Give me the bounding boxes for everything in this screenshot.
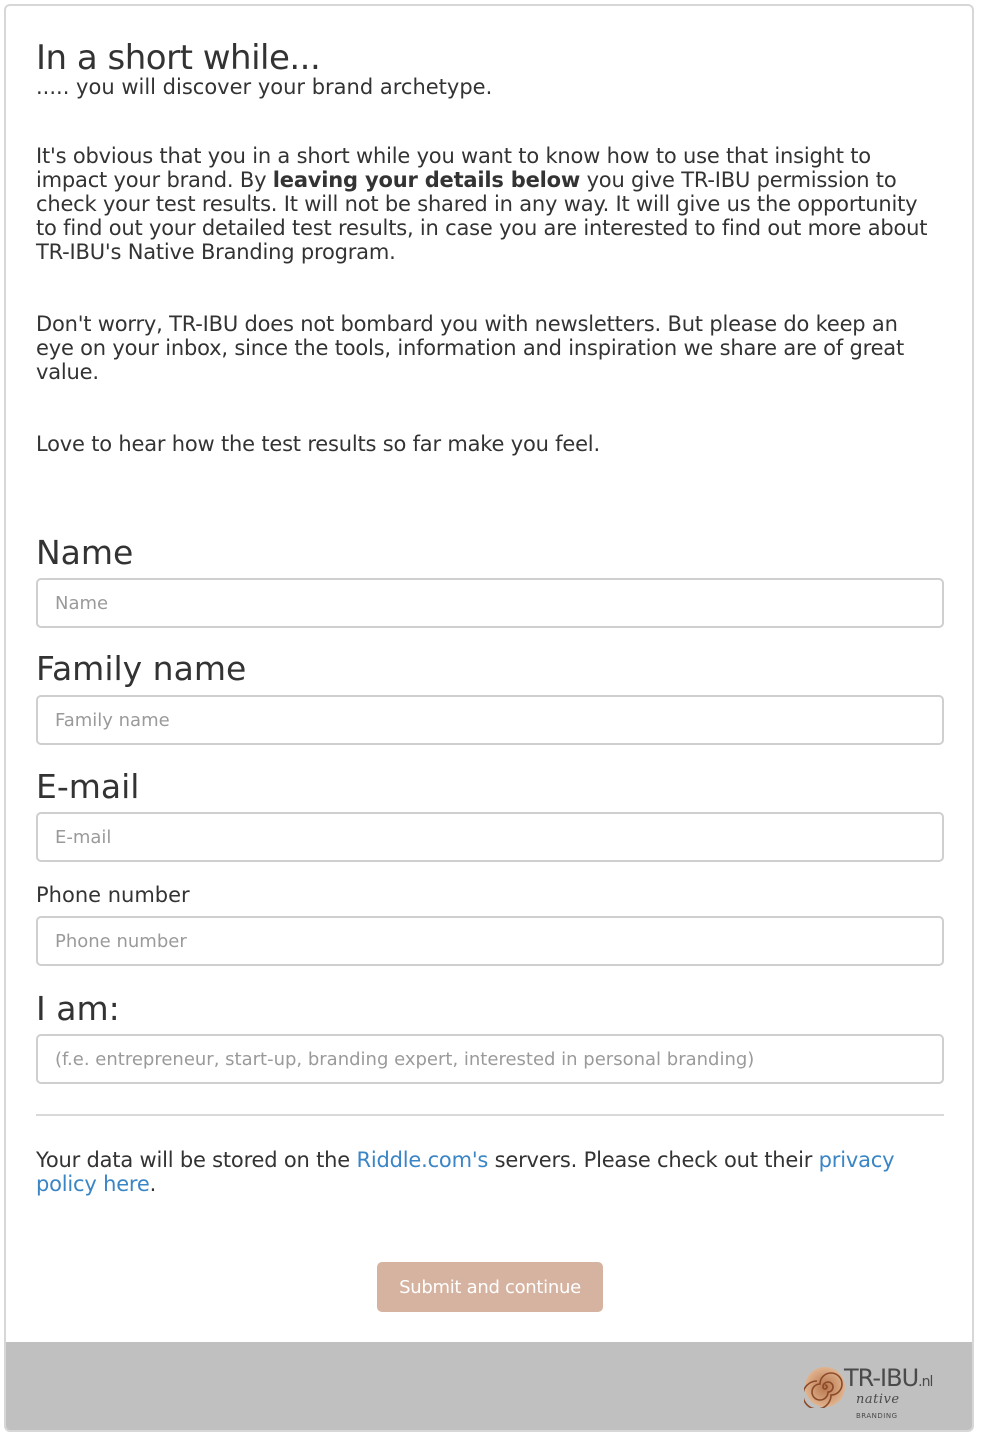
intro-paragraph-1 bbox=[36, 144, 936, 264]
spiral-logo-icon bbox=[804, 1366, 846, 1408]
riddle-link[interactable]: Riddle.com's bbox=[356, 1148, 489, 1172]
email-input[interactable] bbox=[36, 812, 944, 862]
page-subtitle: ..... you will discover your brand archetype. bbox=[36, 75, 493, 99]
divider bbox=[36, 1114, 944, 1116]
phone-label: Phone number bbox=[36, 883, 190, 907]
logo-sub2-text: BRANDING bbox=[856, 1412, 898, 1420]
page-title: In a short while... bbox=[36, 38, 321, 78]
logo-tagline bbox=[856, 1392, 944, 1422]
privacy-note bbox=[36, 1148, 936, 1196]
logo-wordmark bbox=[844, 1364, 932, 1392]
privacy-text-1: Your data will be stored on the bbox=[36, 1148, 357, 1172]
footer-bar bbox=[6, 1342, 972, 1432]
submit-button[interactable]: Submit and continue bbox=[377, 1262, 603, 1312]
intro-paragraph-2: Don't worry, TR-IBU does not bombard you with newsletters. But please do keep an eye on your inbox, since the tools, information and inspiration we share are of great value. bbox=[36, 312, 904, 384]
phone-input[interactable] bbox=[36, 916, 944, 966]
privacy-text-3: . bbox=[149, 1172, 157, 1196]
privacy-policy-link[interactable]: privacy policy here bbox=[36, 1148, 895, 1196]
email-label: E-mail bbox=[36, 767, 140, 806]
iam-label: I am: bbox=[36, 989, 120, 1028]
family-name-input[interactable] bbox=[36, 695, 944, 745]
family-name-label: Family name bbox=[36, 649, 247, 688]
form-card bbox=[4, 4, 974, 1432]
tribu-logo[interactable] bbox=[804, 1362, 944, 1420]
name-label: Name bbox=[36, 533, 134, 572]
logo-sub-text: native bbox=[856, 1392, 900, 1407]
intro-text-1b: you give TR-IBU permission to check your test results. It will not be shared in any way. It will give us the opportunity to find out your detailed test results, in case you are interested to find out more about TR-IBU's Native Branding program. bbox=[36, 168, 928, 264]
logo-tld-text: .nl bbox=[918, 1374, 933, 1390]
privacy-text-2: servers. Please check out their bbox=[488, 1148, 819, 1172]
intro-text-1a: It's obvious that you in a short while you want to know how to use that insight to impact your brand. By bbox=[36, 144, 871, 192]
name-input[interactable] bbox=[36, 578, 944, 628]
logo-main-text: TR-IBU bbox=[844, 1364, 919, 1392]
iam-input[interactable] bbox=[36, 1034, 944, 1084]
intro-text-bold: leaving your details below bbox=[272, 168, 581, 192]
intro-paragraph-3: Love to hear how the test results so far make you feel. bbox=[36, 432, 600, 456]
